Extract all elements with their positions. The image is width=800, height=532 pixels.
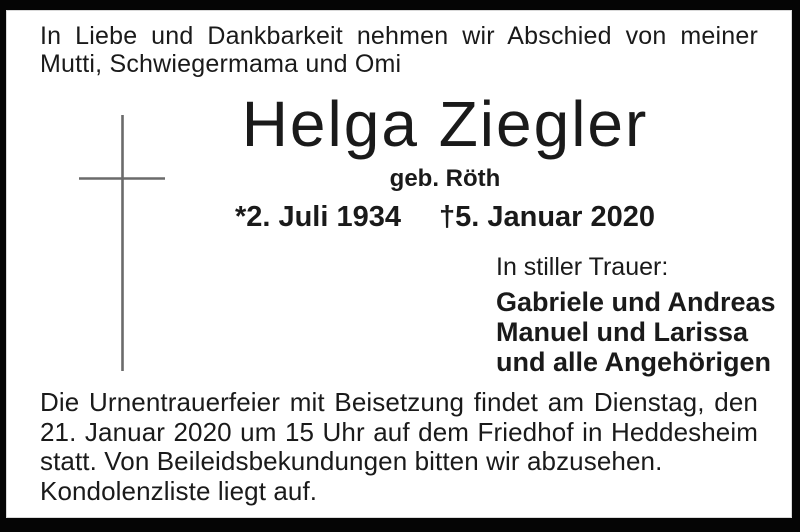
mourning-label: In stiller Trauer: <box>496 253 669 281</box>
mourner-line: Gabriele und Andreas <box>496 287 776 317</box>
death-date: †5. Januar 2020 <box>439 201 656 233</box>
funeral-line: statt. Von Beileidsbekundungen bitten wir abzusehen. <box>40 446 663 476</box>
obituary-card <box>6 10 792 518</box>
mourning-block <box>496 253 776 377</box>
memorial-cross-icon <box>79 114 167 372</box>
funeral-line: Die Urnentrauerfeier mit Beisetzung findet am Dienstag, den <box>40 387 758 417</box>
funeral-line: 21. Januar 2020 um 15 Uhr auf dem Friedhof in Heddesheim <box>40 416 758 447</box>
birth-date: *2. Juli 1934 <box>234 201 401 233</box>
intro-line: In Liebe und Dankbarkeit nehmen wir Abschied von meiner <box>40 22 758 50</box>
funeral-paragraph <box>40 388 758 506</box>
maiden-name: geb. Röth <box>389 165 501 192</box>
life-dates <box>156 201 734 233</box>
mourner-line: und alle Angehörigen <box>496 347 772 377</box>
funeral-line: Kondolenzliste liegt auf. <box>40 475 318 506</box>
mourner-line: Manuel und Larissa <box>496 317 749 347</box>
deceased-name: Helga Ziegler <box>241 88 649 160</box>
intro-line: Mutti, Schwiegermama und Omi <box>40 50 402 78</box>
intro-paragraph <box>40 22 758 78</box>
header-block <box>156 88 734 233</box>
